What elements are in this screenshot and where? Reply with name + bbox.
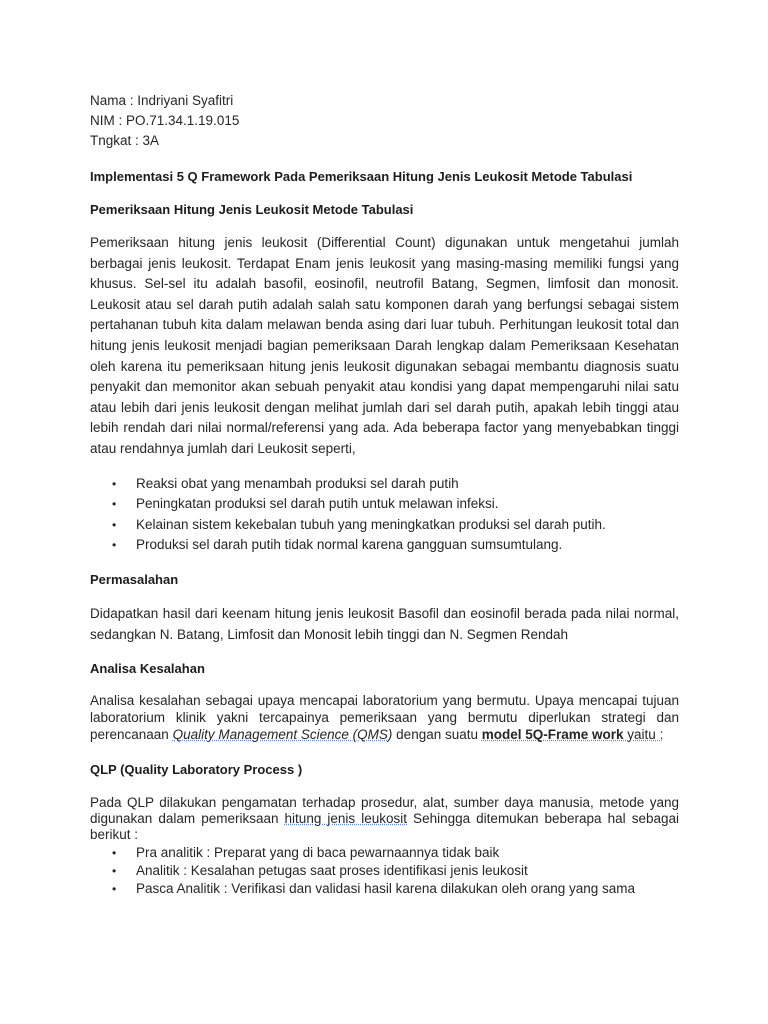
bullet-list-factors: [90, 474, 679, 556]
bullet-list-qlp: [90, 844, 679, 898]
list-item: • Peningkatan produksi sel darah putih untuk melawan infeksi.: [136, 494, 679, 515]
list-item: • Pra analitik : Preparat yang di baca pewarnaannya tidak baik: [112, 845, 500, 861]
section-paragraph-analisa: Analisa kesalahan sebagai upaya mencapai laboratorium yang bermutu. Upaya mencapai tujuan laboratorium klinik yakni tercapainya pemeriksaan yang bermutu diperlukan strategi dan perencanaan Quality Management Science (QMS) dengan suatu model 5Q-Frame work yaitu :: [90, 693, 679, 743]
section-heading-pemeriksaan: Pemeriksaan Hitung Jenis Leukosit Metode Tabulasi: [90, 202, 414, 217]
student-nim: NIM : PO.71.34.1.19.015: [90, 113, 240, 128]
model-term: model 5Q-Frame work: [481, 727, 624, 743]
bullet-icon: •: [112, 476, 117, 491]
student-level: Tngkat : 3A: [90, 133, 160, 148]
bullet-icon: •: [112, 864, 117, 879]
bullet-icon: •: [112, 538, 117, 553]
bullet-icon: •: [112, 497, 117, 512]
section-paragraph-permasalahan: Didapatkan hasil dari keenam hitung jenis leukosit Basofil dan eosinofil berada pada nilai normal, sedangkan N. Batang, Limfosit dan Monosit lebih tinggi dan N. Segmen Rendah: [90, 605, 679, 642]
section-paragraph-qlp: Pada QLP dilakukan pengamatan terhadap prosedur, alat, sumber daya manusia, metode yang digunakan dalam pemeriksaan hitung jenis leukosit Sehingga ditemukan beberapa hal sebagai berikut :: [90, 795, 679, 843]
bullet-icon: •: [112, 882, 117, 897]
section-paragraph-pemeriksaan: Pemeriksaan hitung jenis leukosit (Differential Count) digunakan untuk mengetahui jumlah berbagai jenis leukosit. Terdapat Enam jenis leukosit yang masing-masing memiliki fungsi yang khusus. Sel-sel itu adalah basofil, eosinofil, neutrofil Batang, Segmen, limfosit dan monosit. Leukosit atau sel darah putih adalah salah satu komponen darah yang berfungsi sebagai sistem pertahanan tubuh kita dalam melawan benda asing dari luar tubuh. Perhitungan leukosit total dan hitung jenis leukosit menjadi bagian pemeriksaan Darah lengkap dalam Pemeriksaan Kesehatan oleh karena itu pemeriksaan hitung jenis leukosit digunakan sebagai membantu diagnosis suatu penyakit dan memonitor akan sebuah penyakit atau kondisi yang dapat mempengaruhi nilai satu atau lebih dari jenis leukosit dengan melihat jumlah dari sel darah putih, apakah lebih tinggi atau lebih rendah dari nilai normal/referensi yang ada. Ada beberapa factor yang menyebabkan tinggi atau rendahnya jumlah dari Leukosit seperti,: [90, 235, 679, 456]
list-item: • Kelainan sistem kekebalan tubuh yang meningkatkan produksi sel darah putih.: [136, 515, 679, 536]
section-heading-permasalahan: Permasalahan: [90, 571, 179, 587]
list-item: • Produksi sel darah putih tidak normal karena gangguan sumsumtulang.: [136, 535, 679, 556]
document-title: Implementasi 5 Q Framework Pada Pemeriksaan Hitung Jenis Leukosit Metode Tabulasi: [90, 169, 633, 184]
list-item: • Analitik : Kesalahan petugas saat proses identifikasi jenis leukosit: [112, 863, 528, 879]
section-heading-qlp: QLP (Quality Laboratory Process ): [90, 762, 303, 778]
bullet-icon: •: [112, 517, 117, 532]
section-heading-analisa: Analisa Kesalahan: [90, 661, 205, 677]
list-item: • Pasca Analitik : Verifikasi dan validasi hasil karena dilakukan oleh orang yang sama: [112, 881, 636, 897]
bullet-icon: •: [112, 846, 117, 861]
student-name: Nama : Indriyani Syafitri: [90, 93, 234, 108]
hjl-term: hitung jenis leukosit: [284, 811, 407, 827]
list-item: • Reaksi obat yang menambah produksi sel darah putih: [136, 474, 679, 495]
document-body: [90, 91, 679, 898]
qms-term: Quality Management Science (QMS): [172, 727, 393, 743]
